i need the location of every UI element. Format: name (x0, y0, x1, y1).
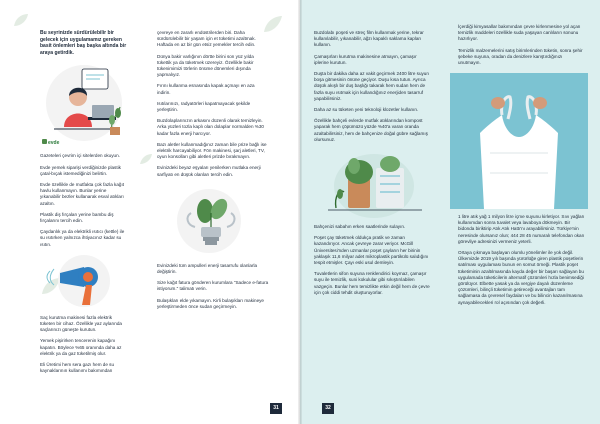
leaf-icon (138, 152, 154, 166)
person-laptop-icon (42, 63, 128, 147)
right-column-1 (314, 30, 430, 301)
tip-dishes: Bulaşıkları elde yıkamayın. Kirli bulaşıkları makineye yerleştirmeden önce sudan geçirmeyin. (157, 297, 264, 309)
intro-text: Bu seyrinizde sürdürülebilir bir gelecek için uygulamamız gereken basit önlemleri baş başka altında bir araya getirdik. (40, 30, 127, 56)
tip-positive-trends: Ortaya çıkmaya başlayan olumlu yönelimler ile yok değil. Ülkemizde 2019 yılı başında yürürlüğe giren plastik poşetlerin satılması uygulaması bunun en somut örneği. Plastik poşet tüketiminin azaltılmasında kayda değer bir başarı sağlayan bu uygulamada tüketicilerin alternatif çözümleri hızla benimsediği görülüyor. Elbette yasak ya da vergiye dayalı düzenleme çözümleri, bilinçli tüketimin getireceği avantajları tam sağlamasa da çevresel faydaları ve bu bilincin kazanılmasına aynayabilecekleri rol açısından çok değerli. (458, 250, 584, 305)
tip-unplug: Bazı aletler kullanmadığınız zaman bile prize bağlı ise elektrik harcayabiliyor. Fön makinesi, şarj aletleri, TV, oyun konsolları gibi aletleri prizde bırakmayın. (157, 141, 267, 160)
tip-cleaning-water: Temizlik malzemelerini satış birimlerinden tüketin, sonra şehir şebeke suyuna, oradan da denizlere karıştırdığınızı unutmayın. (458, 47, 583, 66)
hairdryer-illustration (40, 253, 128, 311)
plastic-bag-photo (450, 73, 588, 209)
tip-cleaning-chemicals: İçerdiği kimyasallar bakımından çevre kirlenmesine yol açan temizlik maddeleri özellikle suda yaşayan canlıların sonunu hazırlıyor. (458, 24, 581, 42)
laptop-illustration (40, 61, 128, 149)
tip-pot-lid: Yemek pişirirken tencerenin kapağını kapatın. Böylece %65 oranında daha az elektrik ya da gaz tüketilmiş olur. (40, 338, 122, 356)
tip-toilet-chemicals: Tuvaletlerin sifon suyuna renklendirici koymaz, çamaşır suyu ile temizlik, suni kokulular gibi sıkıştırılabilen vazgeçin. Bunlar hem temizlikte etkin değil hem de çevre için çok ciddi tehdit oluşturuyorlar. (314, 271, 430, 295)
tip-line-dry: Çamaşırları kurutma makinesine atmayın, çamaşır iplerine kurutun. (314, 53, 417, 65)
tip-bamboo-toothbrush: Plastik diş fırçaları yerine bambu diş fırçalarını tercih edin. (40, 211, 114, 223)
page-number-right: 32 (322, 403, 334, 414)
tip-storage-containers: Buzdolabı poşeti ve streç film kullanmak yerine, tekrar kullanılabilir, yıkanabilir, ağzı kapaklı saklama kapları kullanın. (314, 30, 424, 48)
tip-morning-watering: Bahçenizi sabahın erken saatlerinde sulayın. (314, 224, 406, 230)
tip-waste-oil: 1 litre atık yağ 1 milyon litre içme suyunu kirletiyor. Sıvı yağları kullanımdan sonra tuvalet veya lavaboya dökmeyin. Bir bidonda biriktirip Atık Atık Hattı'nı arayabilirsiniz. Türkiye'nin neresinde olursanız olun; 444 28 45 numaralı telefondan okan görevliye adresinizi vermeniz yeterli. (458, 214, 585, 244)
tip-toilets: Daha az su tüketen yeni teknoloji klozetler kullanın. (314, 107, 419, 113)
garden-plants-icon (318, 148, 430, 220)
tip-online-news: Gazeteleri çevrim içi sitelerden okuyun. (40, 153, 120, 159)
tip-short-shower: Duşta bir dakika daha az vakit geçirmek 2400 litre suyun boşa gitmesinin önüne geçiyor. Duşu kısa tutun. Ayrıca düşük akışlı bir duş başlığı takarak hem sudan hem de fazla suyu ısıtmak için kullandığınız enerjiden tasarruf yapabilirsiniz. (314, 71, 429, 101)
home-badge-label: evde (48, 140, 60, 147)
tip-hair-dryer: Saç kurutma makinesi fazla elektrik tüketen bir cihaz. Özellikle yaz aylarında saçlarınızı güneşte kurutun. (40, 314, 122, 333)
left-column-1 (40, 30, 128, 379)
tip-oven-door: Fırını kullanma esnasında kapak açmayı en aza indirin. (157, 83, 255, 95)
tip-less-meat: çevreye en zararlı endüstrilerden biri. Daha sürdürülebilir bir yaşam için et tüketimi azaltmak. Haftada en az bir gün etsiz yemekler tercih edin. (157, 30, 256, 48)
leaf-icon (12, 12, 30, 28)
right-column-2-bottom (458, 214, 586, 311)
tip-plastic-cutlery: Evde yemek siparişi verdiğinizde plastik çatal-bıçak istemediğinizi belirtin. (40, 164, 121, 176)
left-column-2 (157, 30, 269, 315)
page-number-left: 31 (270, 403, 282, 414)
hairdryer-icon (40, 253, 128, 311)
tip-compost: Özellikle bahçeli evlerde mutfak atıklarından kompost yaparak hem çöpümüzü yüzde %40'a varan oranda azaltabilirsiniz, hem de bahçenize doğal gübre sağlamış olursunuz. (314, 118, 428, 142)
tip-fridge-dust: Buzdolaplarınızın arkasını düzenli olarak temizleyin. Arka yüzleri tozla kaplı olan dolaplar normalden %30 kadar fazla enerji harcıyor. (157, 118, 264, 136)
tip-e-invoice: Size kağıt fatura gönderen kurumlara "Sadece e-fatura istiyorum." talimatı verin. (157, 280, 269, 292)
right-page (300, 0, 600, 424)
home-badge-icon (42, 139, 47, 144)
tip-meat-production: Eli Üretimi hem sera gazı hem de su kaynaklarının kullanımı bakımından (40, 362, 115, 374)
right-column-2-top (458, 24, 586, 71)
tip-appliances: Evinizdeki beyaz eşyaları yenilerken mutlaka enerji sarfiyatı en düşük olanları tercih edin. (157, 165, 261, 177)
tip-kettle: Çaydanlık ya da elektrikli ısıtıcı (kettle) ile su ısıtırken yalnızca ihtiyacınız kadar su ısıtın. (40, 229, 125, 247)
lightbulb-plant-icon (165, 183, 261, 257)
garden-illustration (314, 148, 430, 220)
book-spine (298, 0, 302, 424)
tip-radiators: Isıtılarınızı, radyatörleri kapatmayacak şekilde yerleştirin. (157, 100, 251, 113)
tip-tea-bags: Poşet çay tüketmek oldukça pratik ve zaman kazandırıyor. Ancak çevreye zarar veriyor. McGill Üniversitesi'nden uzmanlar poşet çayların her birinin yaklaşık 11,6 milyar adet mikroplastik partikülü salıdığını tespit etmişler. Çayı eski usul demleyin. (314, 235, 429, 266)
plastic-bag-icon (450, 73, 588, 209)
tip-resources: Dünya bakir varlığının dörtte birini son yüz yılda tükettik ya da tüketmek üzereyiz. Özellikle bakir tükenimimizi törlerin önüme dönemleri dışında yapmalıyız. (157, 53, 254, 78)
tip-bulbs: Evinizdeki tüm ampulleri enerji tasarrufu olanlarla değiştirin. (157, 262, 258, 275)
bulb-plant-illustration (157, 183, 269, 257)
home-badge (42, 139, 59, 146)
tip-paper-towels: Evde özellikle de mutfakta çok fazla kağıt havlu kullanmayın. Bunlar yerine yıkanabilir bezler kullanarak esval atıkları azaltın. (40, 181, 125, 206)
